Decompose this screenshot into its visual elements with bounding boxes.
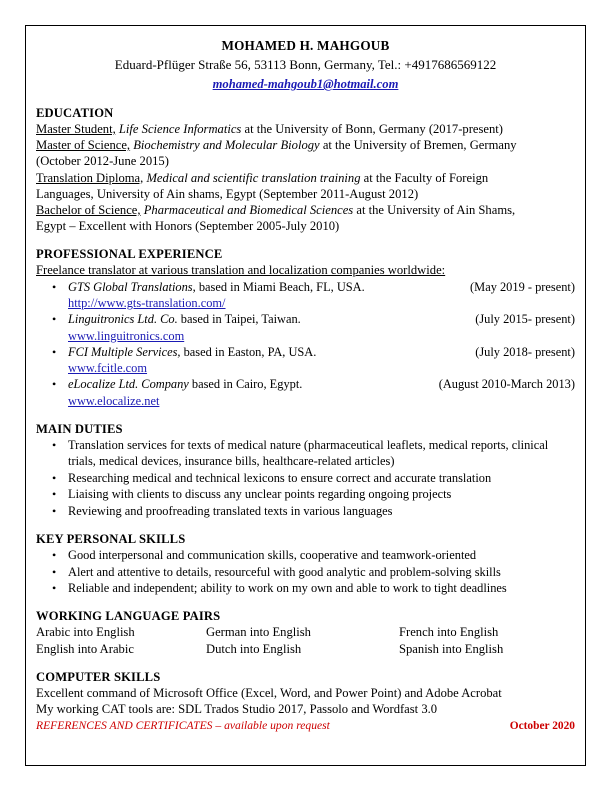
section-key-personal-skills (36, 532, 575, 596)
language-pair-cell: Dutch into English (206, 641, 302, 656)
education-field: Pharmaceutical and Biomedical Sciences (143, 203, 354, 218)
section-working-language-pairs (36, 609, 575, 657)
references-caps: REFERENCES AND CERTIFICATES (36, 718, 213, 732)
language-pair-cell: German into English (206, 625, 311, 640)
list-item: • Liaising with clients to discuss any unclear points regarding ongoing projects (36, 486, 575, 502)
experience-subheading: Freelance translator at various translation and localization companies worldwide: (36, 263, 446, 278)
language-pair-cell: English into Arabic (36, 641, 134, 656)
language-pairs-table (36, 624, 575, 657)
footer-row (36, 719, 575, 732)
section-computer-skills (36, 670, 575, 731)
education-degree: Bachelor of Science, (36, 203, 141, 218)
key-skills-heading: KEY PERSONAL SKILLS (36, 532, 186, 547)
experience-company: Linguitronics Ltd. Co. (68, 312, 178, 327)
language-pairs-heading: WORKING LANGUAGE PAIRS (36, 609, 221, 624)
experience-location: , based in Miami Beach, FL, USA. (192, 279, 365, 294)
email-link[interactable]: mohamed-mahgoub1@hotmail.com (212, 77, 399, 91)
list-item (36, 279, 575, 312)
experience-date: (July 2015- present) (475, 312, 575, 327)
education-detail-cont: (October 2012-June 2015) (36, 154, 169, 169)
experience-location: based in Easton, PA, USA. (180, 344, 317, 359)
list-item: • Researching medical and technical lexicons to ensure correct and accurate translation (36, 470, 575, 486)
experience-date: (August 2010-March 2013) (438, 377, 575, 392)
list-item (36, 344, 575, 377)
experience-url[interactable]: www.linguitronics.com (68, 328, 185, 343)
contact-email-line (36, 75, 575, 93)
education-detail: at the University of Ain Shams, (356, 203, 516, 218)
computer-skills-heading: COMPUTER SKILLS (36, 670, 161, 685)
education-heading: EDUCATION (36, 106, 114, 120)
experience-url[interactable]: www.elocalize.net (68, 393, 160, 408)
resume-page (25, 25, 586, 766)
education-field: Biochemistry and Molecular Biology (133, 138, 320, 153)
experience-date: (May 2019 - present) (470, 279, 575, 294)
list-item (36, 376, 575, 409)
computer-skills-line: Excellent command of Microsoft Office (Excel, Word, and Power Point) and Adobe Acrobat (36, 686, 502, 701)
education-detail: at the University of Bonn, Germany (2017-present) (244, 122, 503, 136)
education-field: Medical and scientific translation training (146, 170, 361, 185)
list-item: • Good interpersonal and communication skills, cooperative and teamwork-oriented (36, 547, 575, 563)
education-detail-cont: Egypt – Excellent with Honors (September 2005-July 2010) (36, 219, 340, 234)
education-entry (36, 121, 575, 137)
experience-company: eLocalize Ltd. Company (68, 377, 189, 392)
language-pair-cell: French into English (399, 625, 499, 640)
section-main-duties (36, 422, 575, 519)
education-entry (36, 170, 575, 186)
experience-location: based in Taipei, Taiwan. (177, 312, 301, 327)
document-date: October 2020 (509, 719, 575, 732)
main-duties-heading: MAIN DUTIES (36, 422, 123, 437)
references-rest: – available upon request (212, 718, 330, 732)
education-degree: Master of Science, (36, 138, 131, 153)
education-degree: Translation Diploma, (36, 170, 144, 185)
experience-date: (July 2018- present) (475, 344, 575, 359)
education-entry (36, 137, 575, 153)
table-row (36, 641, 575, 657)
section-professional-experience (36, 247, 575, 409)
list-item: • Translation services for texts of medical nature (pharmaceutical leaflets, medical reports, clinical trials, medical devices, insurance bills, healthcare-related articles) (36, 437, 575, 470)
experience-url[interactable]: www.fcitle.com (68, 361, 148, 376)
main-duties-list (36, 437, 575, 519)
list-item (36, 311, 575, 344)
computer-skills-line: My working CAT tools are: SDL Trados Studio 2017, Passolo and Wordfast 3.0 (36, 702, 438, 717)
education-detail: at the University of Bremen, Germany (322, 138, 517, 153)
key-skills-list (36, 547, 575, 596)
references-note (36, 719, 330, 732)
experience-list (36, 279, 575, 409)
experience-company: GTS Global Translations (68, 279, 193, 294)
experience-company: FCI Multiple Services, (68, 344, 181, 359)
section-education (36, 106, 575, 234)
education-detail: at the Faculty of Foreign (363, 170, 489, 185)
experience-heading: PROFESSIONAL EXPERIENCE (36, 247, 223, 262)
education-degree: Master Student, (36, 122, 116, 136)
education-detail-cont: Languages, University of Ain shams, Egypt (September 2011-August 2012) (36, 186, 419, 201)
language-pair-cell: Spanish into English (399, 641, 504, 656)
education-entry (36, 202, 575, 218)
list-item: • Alert and attentive to details, resourceful with good analytic and problem-solving skills (36, 564, 575, 580)
table-row (36, 624, 575, 640)
list-item: • Reliable and independent; ability to work on my own and able to work to tight deadlines (36, 580, 575, 596)
page-title: MOHAMED H. MAHGOUB (221, 38, 390, 53)
experience-location: based in Cairo, Egypt. (188, 377, 303, 392)
language-pair-cell: Arabic into English (36, 625, 135, 640)
contact-address: Eduard-Pflüger Straße 56, 53113 Bonn, Germany, Tel.: +4917686569122 (114, 57, 497, 72)
experience-url[interactable]: http://www.gts-translation.com/ (68, 296, 226, 311)
list-item: • Reviewing and proofreading translated texts in various languages (36, 503, 575, 519)
education-field: Life Science Informatics (118, 122, 242, 136)
